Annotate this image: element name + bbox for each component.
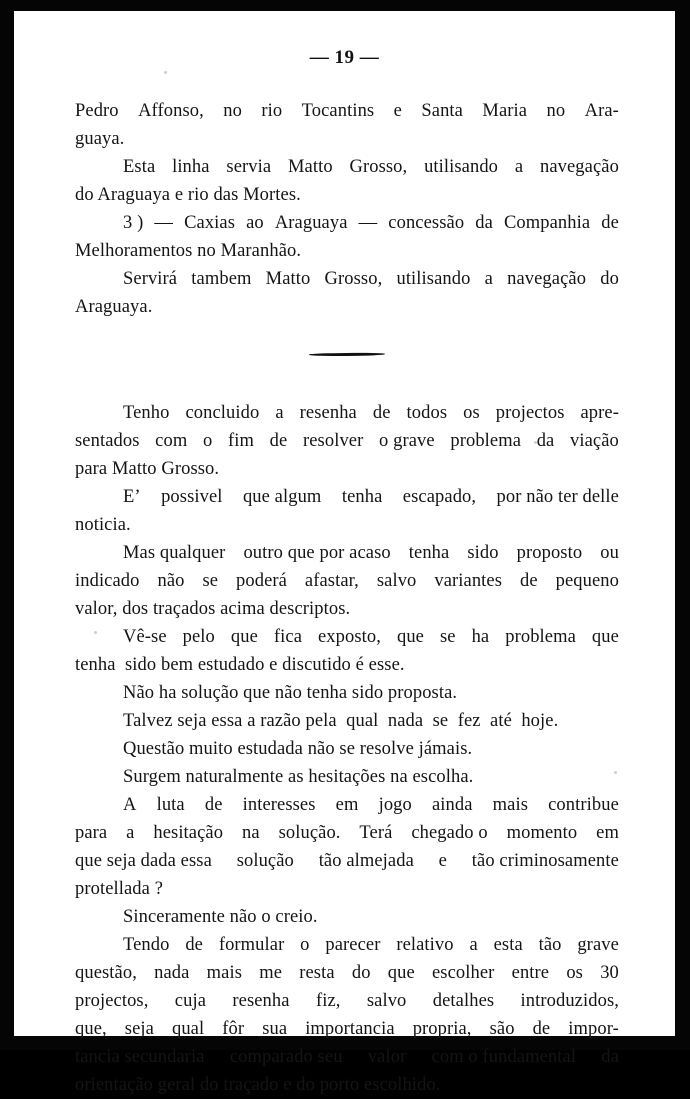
text-line: protellada ? bbox=[75, 879, 163, 899]
text-token: parecer bbox=[325, 935, 381, 955]
text-token: a bbox=[126, 823, 135, 843]
text-token: que seja dada essa bbox=[75, 851, 212, 871]
text-token: sentados bbox=[75, 431, 140, 451]
text-token: salvo bbox=[366, 991, 407, 1011]
text-token: em bbox=[335, 795, 359, 815]
text-token: de bbox=[532, 1019, 551, 1039]
text-token: luta bbox=[156, 795, 185, 815]
paragraph-spacer bbox=[75, 369, 619, 399]
text-token: Mas qualquer bbox=[123, 543, 226, 563]
horizontal-rule-ornament-icon bbox=[309, 352, 385, 356]
text-token: Matto bbox=[265, 269, 311, 289]
text-token: navegação bbox=[507, 269, 587, 289]
text-line bbox=[75, 427, 619, 455]
text-token: por não ter delle bbox=[496, 487, 619, 507]
text-token: são bbox=[489, 1019, 515, 1039]
text-token: qual bbox=[171, 1019, 205, 1039]
text-token: indicado bbox=[75, 571, 140, 591]
text-line bbox=[75, 209, 619, 237]
text-token: solução bbox=[236, 851, 294, 871]
text-token: outro que por acaso bbox=[243, 543, 391, 563]
text-token: pequeno bbox=[555, 571, 619, 591]
text-token: que, bbox=[75, 1019, 107, 1039]
text-token: mais bbox=[492, 795, 529, 815]
text-line: Melhoramentos no Maranhão. bbox=[75, 241, 302, 261]
text-line: Surgem naturalmente as hesitações na escolha. bbox=[123, 767, 474, 787]
text-token: ou bbox=[600, 543, 619, 563]
text-line bbox=[75, 567, 619, 595]
text-line bbox=[75, 931, 619, 959]
text-token: fim bbox=[228, 431, 254, 451]
text-line: Não ha solução que não tenha sido proposta. bbox=[123, 683, 458, 703]
text-token: escolher bbox=[432, 963, 495, 983]
text-token: servia bbox=[226, 157, 272, 177]
text-token: tão almejada bbox=[318, 851, 414, 871]
text-token: todos bbox=[406, 403, 448, 423]
text-token: Vê-se bbox=[123, 627, 167, 647]
text-line bbox=[75, 539, 619, 567]
text-token: de bbox=[601, 213, 619, 233]
text-line bbox=[75, 847, 619, 875]
text-line bbox=[75, 987, 619, 1015]
text-token: propria, bbox=[412, 1019, 472, 1039]
text-line bbox=[75, 1043, 619, 1071]
text-token: momento bbox=[506, 823, 578, 843]
text-token: tancia secundaria bbox=[75, 1047, 205, 1067]
text-line bbox=[75, 265, 619, 293]
text-token: poderá bbox=[236, 571, 287, 591]
text-token: de bbox=[520, 571, 538, 591]
text-line: orientação geral do traçado e do porto escolhido. bbox=[75, 1075, 441, 1095]
text-token: linha bbox=[172, 157, 210, 177]
text-token: problema bbox=[450, 431, 522, 451]
text-token: 3 ) bbox=[123, 213, 144, 233]
text-token: Companhia bbox=[503, 213, 591, 233]
text-token: ao bbox=[246, 213, 264, 233]
text-token: se bbox=[202, 571, 219, 591]
text-token: no bbox=[546, 101, 566, 121]
text-token: não bbox=[157, 571, 185, 591]
text-token: entre bbox=[511, 963, 550, 983]
text-line: noticia. bbox=[75, 515, 131, 535]
text-token: mais bbox=[206, 963, 243, 983]
text-token: utilisando bbox=[424, 157, 499, 177]
text-token: concessão bbox=[388, 213, 465, 233]
text-token: navegação bbox=[539, 157, 619, 177]
text-token: no bbox=[223, 101, 242, 121]
text-token: de bbox=[372, 403, 391, 423]
text-token: salvo bbox=[376, 571, 417, 591]
text-token: em bbox=[596, 823, 619, 843]
page-sheet bbox=[14, 11, 675, 1095]
text-token: tenha bbox=[341, 487, 383, 507]
text-token: sido bbox=[467, 543, 499, 563]
text-token: Tendo bbox=[123, 935, 170, 955]
text-token: tão bbox=[538, 935, 562, 955]
paragraph-spacer bbox=[75, 321, 619, 339]
text-token: afastar, bbox=[304, 571, 359, 591]
text-line: Questão muito estudada não se resolve jámais. bbox=[123, 739, 473, 759]
text-line bbox=[75, 959, 619, 987]
text-token: sua bbox=[262, 1019, 288, 1039]
text-line bbox=[75, 623, 619, 651]
text-token: da bbox=[601, 1047, 619, 1067]
text-line bbox=[75, 399, 619, 427]
text-token: variantes bbox=[434, 571, 503, 591]
text-token: Servirá bbox=[123, 269, 178, 289]
text-token: os bbox=[463, 403, 480, 423]
text-token: se bbox=[439, 627, 456, 647]
text-token: — bbox=[358, 213, 378, 233]
text-token: tão criminosamente bbox=[471, 851, 619, 871]
text-token: tambem bbox=[191, 269, 252, 289]
text-token: Tenho bbox=[123, 403, 170, 423]
text-line: para Matto Grosso. bbox=[75, 459, 220, 479]
text-token: esta bbox=[493, 935, 523, 955]
text-token: Ara- bbox=[584, 101, 619, 121]
text-token: pelo bbox=[182, 627, 215, 647]
scan-speckle bbox=[164, 71, 167, 74]
text-token: contribue bbox=[548, 795, 619, 815]
text-token: a bbox=[484, 269, 493, 289]
text-token: problema bbox=[505, 627, 576, 647]
text-token: o grave bbox=[379, 431, 435, 451]
text-token: interesses bbox=[242, 795, 316, 815]
text-token: ainda bbox=[432, 795, 473, 815]
text-token: cuja bbox=[174, 991, 207, 1011]
text-token: possivel bbox=[161, 487, 223, 507]
text-token: hesitação bbox=[153, 823, 224, 843]
text-token: fica bbox=[273, 627, 303, 647]
text-line bbox=[75, 97, 619, 125]
text-token: Santa bbox=[421, 101, 463, 121]
text-token: chegado o bbox=[411, 823, 488, 843]
text-token: Grosso, bbox=[349, 157, 408, 177]
text-token: resenha bbox=[232, 991, 290, 1011]
text-token: a bbox=[275, 403, 284, 423]
text-token: fôr bbox=[222, 1019, 245, 1039]
text-token: Esta bbox=[123, 157, 156, 177]
text-line: Araguaya. bbox=[75, 297, 153, 317]
text-token: e bbox=[393, 101, 402, 121]
text-token: ha bbox=[471, 627, 490, 647]
page-number: — 19 — bbox=[309, 47, 380, 68]
text-token: para bbox=[75, 823, 108, 843]
text-token: que bbox=[591, 627, 619, 647]
text-token: introduzidos, bbox=[520, 991, 619, 1011]
text-token: tenha bbox=[408, 543, 450, 563]
text-token: Terá bbox=[359, 823, 393, 843]
text-token: importancia bbox=[305, 1019, 395, 1039]
text-token: viação bbox=[570, 431, 619, 451]
text-token: relativo bbox=[396, 935, 454, 955]
text-token: Grosso, bbox=[324, 269, 383, 289]
text-line: valor, dos traçados acima descriptos. bbox=[75, 599, 351, 619]
text-token: comparado seu bbox=[229, 1047, 343, 1067]
text-token: que bbox=[396, 627, 424, 647]
text-token: o bbox=[202, 431, 213, 451]
text-token: Pedro bbox=[75, 101, 119, 121]
text-token: seja bbox=[124, 1019, 154, 1039]
text-line: tenha sido bem estudado e discutido é esse. bbox=[75, 655, 405, 675]
text-token: projectos, bbox=[75, 991, 149, 1011]
text-token: da bbox=[475, 213, 493, 233]
text-line bbox=[75, 791, 619, 819]
text-token: com o fundamental bbox=[431, 1047, 577, 1067]
page-body-text bbox=[75, 97, 619, 1099]
text-token: 30 bbox=[600, 963, 619, 983]
text-token: formular bbox=[218, 935, 285, 955]
text-token: resolver bbox=[302, 431, 364, 451]
text-token: valor bbox=[367, 1047, 407, 1067]
text-token: de bbox=[185, 935, 203, 955]
text-token: Affonso, bbox=[138, 101, 204, 121]
text-line: Sinceramente não o creio. bbox=[123, 907, 318, 927]
text-token: projectos bbox=[495, 403, 565, 423]
text-token: proposto bbox=[516, 543, 583, 563]
text-line bbox=[75, 153, 619, 181]
text-token: detalhes bbox=[432, 991, 495, 1011]
text-token: A bbox=[123, 795, 137, 815]
text-token: Matto bbox=[287, 157, 333, 177]
text-token: do bbox=[600, 269, 619, 289]
text-token: escapado, bbox=[402, 487, 477, 507]
text-token: na bbox=[242, 823, 260, 843]
text-token: resenha bbox=[299, 403, 357, 423]
text-token: grave bbox=[577, 935, 619, 955]
text-token: que algum bbox=[242, 487, 322, 507]
text-token: Tocantins bbox=[301, 101, 375, 121]
text-token: impor- bbox=[568, 1019, 619, 1039]
text-token: solução. bbox=[278, 823, 341, 843]
text-token: exposto, bbox=[318, 627, 381, 647]
text-token: rio bbox=[261, 101, 283, 121]
text-token: Maria bbox=[482, 101, 528, 121]
text-token: — bbox=[154, 213, 174, 233]
text-token: e bbox=[438, 851, 447, 871]
text-token: da bbox=[536, 431, 555, 451]
text-token: concluido bbox=[185, 403, 260, 423]
text-token: apre- bbox=[580, 403, 619, 423]
text-line: guaya. bbox=[75, 129, 125, 149]
text-line bbox=[75, 1015, 619, 1043]
text-line: Talvez seja essa a razão pela qual nada se fez até hoje. bbox=[123, 711, 559, 731]
text-token: a bbox=[469, 935, 478, 955]
text-token: Araguaya bbox=[274, 213, 348, 233]
text-token: que bbox=[230, 627, 258, 647]
text-token: nada bbox=[154, 963, 190, 983]
text-token: que bbox=[387, 963, 415, 983]
text-token: o bbox=[300, 935, 310, 955]
text-token: E’ bbox=[123, 487, 141, 507]
text-token: do bbox=[351, 963, 371, 983]
text-token: com bbox=[155, 431, 188, 451]
text-token: utilisando bbox=[396, 269, 471, 289]
text-token: jogo bbox=[378, 795, 412, 815]
text-token: fiz, bbox=[315, 991, 341, 1011]
text-token: resta bbox=[299, 963, 335, 983]
text-token: Caxias bbox=[184, 213, 236, 233]
text-token: de bbox=[269, 431, 288, 451]
text-token: questão, bbox=[75, 963, 137, 983]
text-token: a bbox=[514, 157, 524, 177]
text-line: do Araguaya e rio das Mortes. bbox=[75, 185, 301, 205]
text-token: os bbox=[566, 963, 583, 983]
text-line bbox=[75, 819, 619, 847]
section-divider bbox=[75, 339, 619, 369]
text-line bbox=[75, 483, 619, 511]
text-token: me bbox=[259, 963, 283, 983]
text-token: de bbox=[204, 795, 223, 815]
